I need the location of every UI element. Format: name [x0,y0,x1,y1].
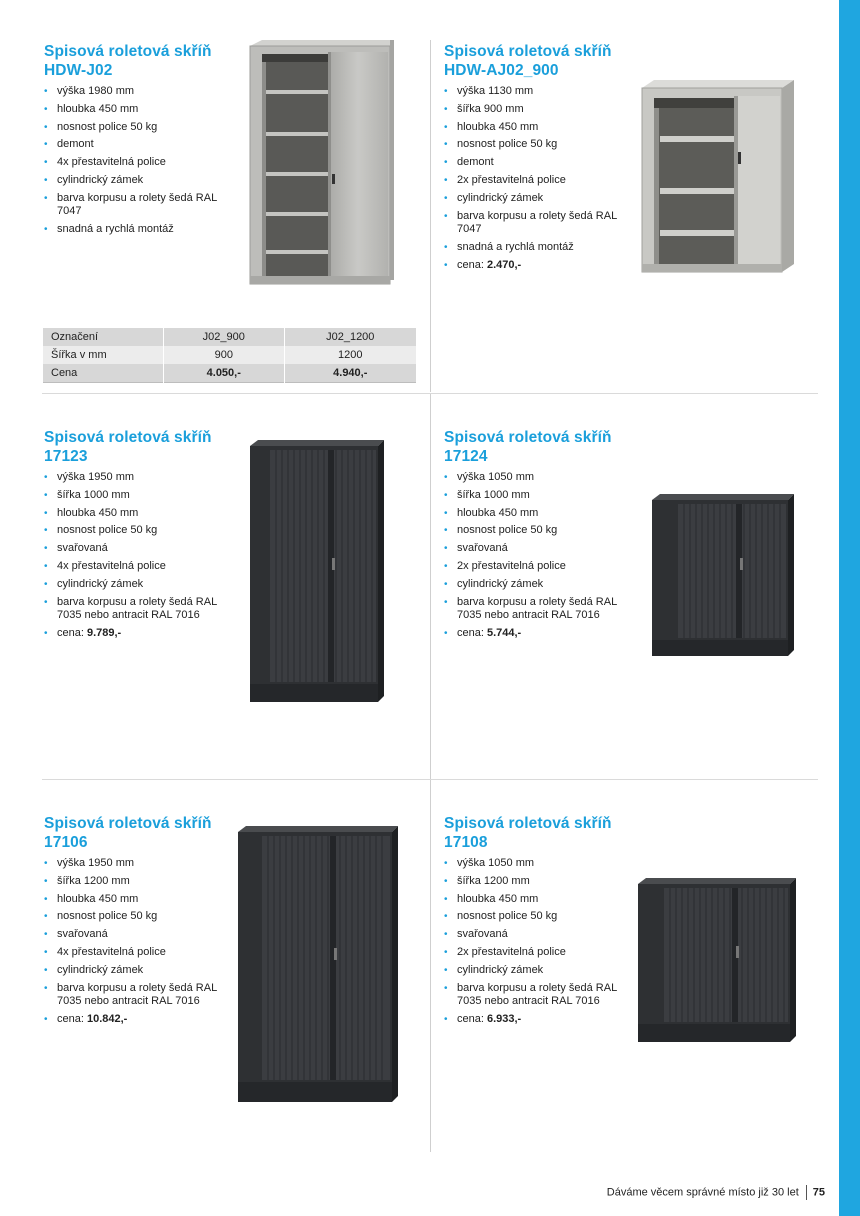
product-title: Spisová roletová skříň 17123 [44,429,212,465]
price-label: cena: [457,626,487,639]
table-cell: J02_900 [164,328,285,346]
spec-item: • nosnost police 50 kg [444,138,629,152]
cabinet-image-17108 [636,878,798,1044]
spec-item: • snadná a rychlá montáž [444,241,629,255]
spec-item: • barva korpusu a rolety šedá RAL 7035 nebo antracit RAL 7016 [444,982,629,1009]
table-cell: 900 [164,346,285,364]
table-cell: J02_1200 [284,328,416,346]
spec-item: • nosnost police 50 kg [44,910,229,924]
spec-item: • 4x přestavitelná police [44,946,229,960]
spec-item: • cylindrický zámek [444,192,629,206]
table-row [43,364,417,383]
cabinet-image-17123 [248,440,386,704]
column-divider-2 [430,394,431,779]
spec-item: • cylindrický zámek [44,174,229,188]
spec-item: • snadná a rychlá montáž [44,223,229,237]
spec-list [44,471,229,640]
spec-item: • barva korpusu a rolety šedá RAL 7035 nebo antracit RAL 7016 [44,982,229,1009]
price-value: 9.789,- [86,626,122,639]
product-title: Spisová roletová skříň HDW-J02 [44,43,212,79]
spec-item: • šířka 900 mm [444,103,629,117]
product-title: Spisová roletová skříň HDW-AJ02_900 [444,43,612,79]
spec-item: • barva korpusu a rolety šedá RAL 7047 [44,192,229,219]
spec-item: • cylindrický zámek [444,578,629,592]
spec-list [444,857,629,1026]
spec-item: • 2x přestavitelná police [444,174,629,188]
spec-item: • šířka 1000 mm [44,489,229,503]
cabinet-image-17124 [650,494,796,658]
spec-list [44,857,229,1026]
spec-item: • cylindrický zámek [44,578,229,592]
spec-item: • šířka 1200 mm [44,875,229,889]
price-item [444,259,629,273]
price-item [44,1013,229,1027]
cabinet-image-hdw-j02 [248,40,396,286]
price-value: 10.842,- [86,1012,128,1025]
column-divider-3 [430,780,431,1152]
spec-item: • cylindrický zámek [444,964,629,978]
price-value: 2.470,- [486,258,522,271]
spec-item: • barva korpusu a rolety šedá RAL 7035 nebo antracit RAL 7016 [444,596,629,623]
price-label: cena: [57,1012,87,1025]
spec-item: • nosnost police 50 kg [44,121,229,135]
price-table [42,328,416,383]
spec-item: • barva korpusu a rolety šedá RAL 7035 nebo antracit RAL 7016 [44,596,229,623]
price-item [44,627,229,641]
spec-item: • šířka 1000 mm [444,489,629,503]
table-cell: Označení [43,328,164,346]
spec-list [444,85,629,272]
price-item [444,1013,629,1027]
spec-item: • 2x přestavitelná police [444,560,629,574]
spec-item: • 4x přestavitelná police [44,156,229,170]
footer-slogan: Dáváme věcem správné místo již 30 let [606,1186,799,1199]
spec-item: • výška 1050 mm [444,471,629,485]
price-label: cena: [457,1012,487,1025]
spec-item: • hloubka 450 mm [44,103,229,117]
price-label: cena: [57,626,87,639]
price-value: 6.933,- [486,1012,522,1025]
spec-item: • demont [444,156,629,170]
spec-item: • hloubka 450 mm [44,893,229,907]
spec-item: • svařovaná [44,542,229,556]
spec-item: • výška 1950 mm [44,471,229,485]
page-number: 75 [812,1186,825,1199]
product-title: Spisová roletová skříň 17108 [444,815,612,851]
table-cell: 1200 [284,346,416,364]
spec-item: • výška 1950 mm [44,857,229,871]
spec-item: • demont [44,138,229,152]
table-cell: Šířka v mm [43,346,164,364]
spec-item: • výška 1130 mm [444,85,629,99]
table-row [43,346,417,364]
table-cell: Cena [43,364,164,383]
spec-item: • hloubka 450 mm [444,507,629,521]
spec-item: • hloubka 450 mm [44,507,229,521]
page-footer [560,1185,825,1201]
spec-item: • hloubka 450 mm [444,893,629,907]
spec-item: • svařovaná [444,928,629,942]
spec-list [44,85,229,237]
cabinet-image-17106 [236,826,400,1104]
spec-item: • nosnost police 50 kg [444,524,629,538]
cabinet-image-hdw-aj02-900 [640,80,796,274]
spec-list [444,471,629,640]
spec-item: • výška 1050 mm [444,857,629,871]
product-title: Spisová roletová skříň 17106 [44,815,212,851]
spec-item: • barva korpusu a rolety šedá RAL 7047 [444,210,629,237]
table-row [43,328,417,346]
price-label: cena: [457,258,487,271]
spec-item: • 4x přestavitelná police [44,560,229,574]
spec-item: • šířka 1200 mm [444,875,629,889]
spec-item: • výška 1980 mm [44,85,229,99]
spec-item: • hloubka 450 mm [444,121,629,135]
spec-item: • svařovaná [44,928,229,942]
product-title: Spisová roletová skříň 17124 [444,429,612,465]
price-item [444,627,629,641]
footer-separator [806,1185,807,1200]
table-cell: 4.940,- [284,364,416,383]
spec-item: • 2x přestavitelná police [444,946,629,960]
table-cell: 4.050,- [164,364,285,383]
spec-item: • svařovaná [444,542,629,556]
spec-item: • nosnost police 50 kg [44,524,229,538]
column-divider-1 [430,40,431,392]
spec-item: • cylindrický zámek [44,964,229,978]
side-accent-bar [839,0,860,1216]
price-value: 5.744,- [486,626,522,639]
spec-item: • nosnost police 50 kg [444,910,629,924]
